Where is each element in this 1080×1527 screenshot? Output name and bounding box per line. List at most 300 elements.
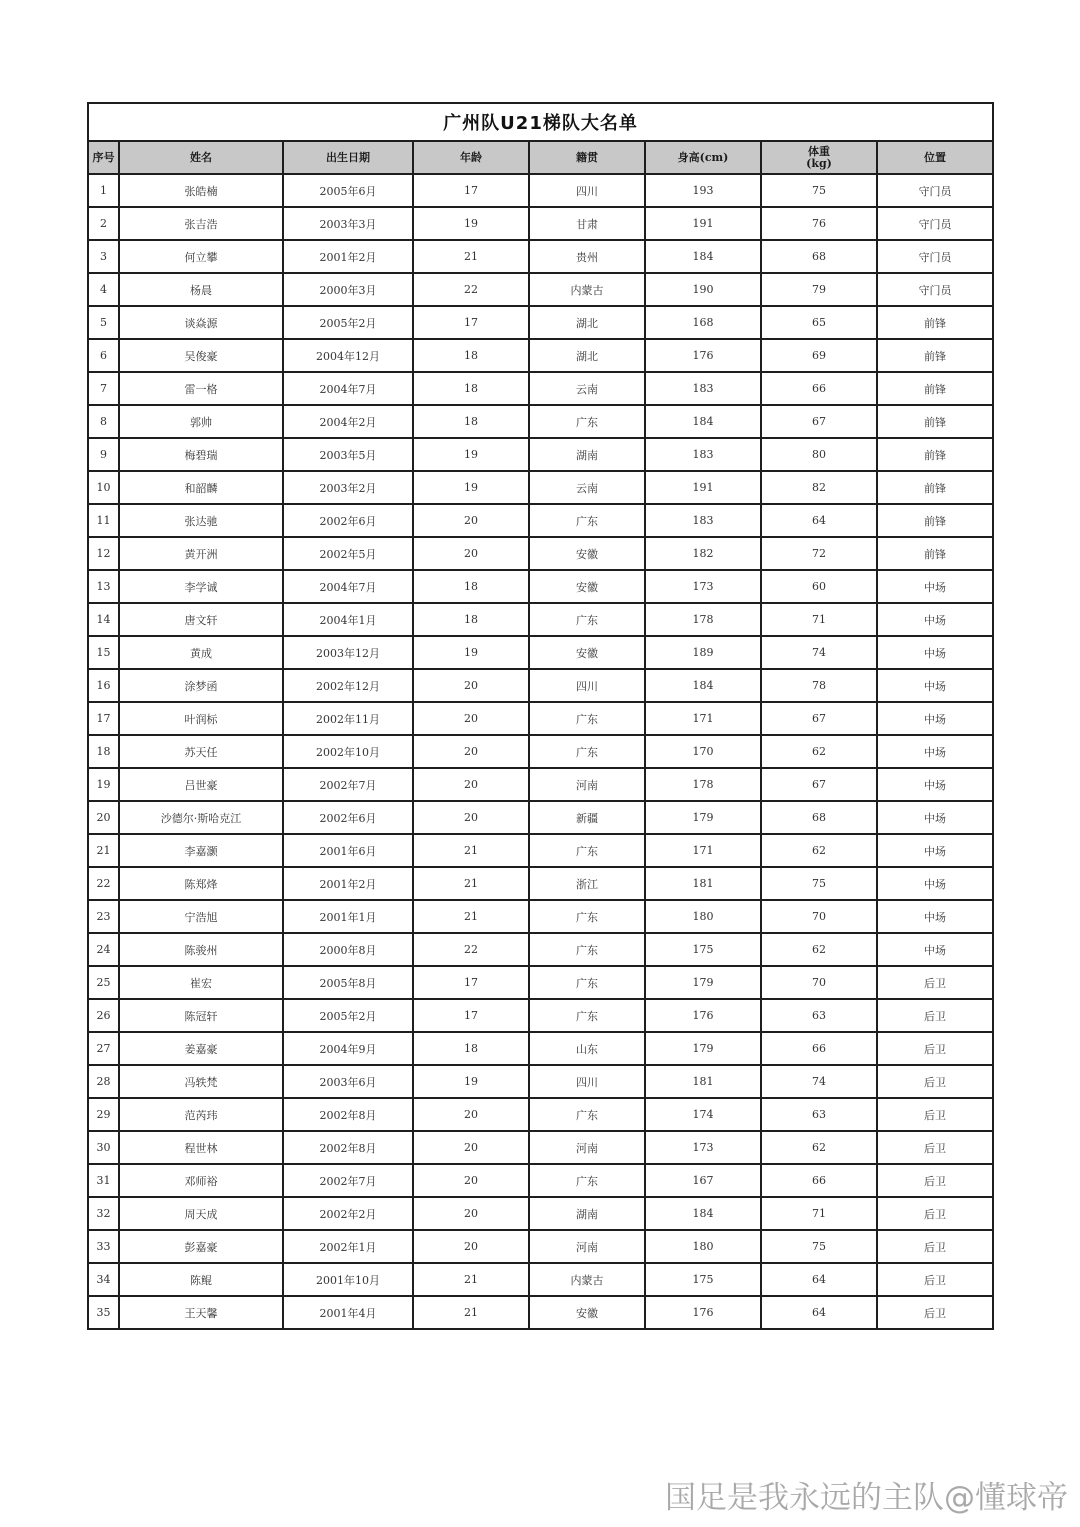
table-row [88, 405, 993, 438]
cell-weight: 60 [761, 570, 877, 603]
cell-position: 前锋 [877, 306, 993, 339]
cell-position: 中场 [877, 735, 993, 768]
cell-index: 18 [88, 735, 119, 768]
roster-table [87, 102, 994, 1330]
cell-weight: 63 [761, 999, 877, 1032]
cell-height: 184 [645, 240, 761, 273]
cell-weight: 67 [761, 768, 877, 801]
cell-age: 18 [413, 570, 529, 603]
table-row [88, 1230, 993, 1263]
table-row [88, 999, 993, 1032]
cell-position: 后卫 [877, 966, 993, 999]
cell-origin: 安徽 [529, 537, 645, 570]
cell-origin: 广东 [529, 966, 645, 999]
cell-origin: 内蒙古 [529, 273, 645, 306]
cell-position: 中场 [877, 801, 993, 834]
cell-age: 22 [413, 933, 529, 966]
cell-name: 谈焱源 [119, 306, 283, 339]
cell-weight: 67 [761, 702, 877, 735]
cell-index: 8 [88, 405, 119, 438]
cell-height: 176 [645, 1296, 761, 1329]
table-title: 广州队U21梯队大名单 [88, 103, 993, 141]
cell-age: 19 [413, 438, 529, 471]
cell-weight: 78 [761, 669, 877, 702]
cell-height: 176 [645, 999, 761, 1032]
roster-body [88, 174, 993, 1329]
cell-name: 梅碧瑞 [119, 438, 283, 471]
cell-position: 后卫 [877, 1065, 993, 1098]
cell-index: 11 [88, 504, 119, 537]
cell-position: 守门员 [877, 174, 993, 207]
cell-name: 郭帅 [119, 405, 283, 438]
cell-height: 167 [645, 1164, 761, 1197]
cell-weight: 62 [761, 735, 877, 768]
cell-birth: 2004年7月 [283, 570, 413, 603]
cell-birth: 2004年12月 [283, 339, 413, 372]
cell-index: 27 [88, 1032, 119, 1065]
cell-birth: 2005年6月 [283, 174, 413, 207]
cell-age: 20 [413, 1230, 529, 1263]
cell-name: 涂梦函 [119, 669, 283, 702]
cell-weight: 74 [761, 1065, 877, 1098]
cell-origin: 四川 [529, 174, 645, 207]
cell-age: 20 [413, 537, 529, 570]
cell-age: 21 [413, 1263, 529, 1296]
cell-height: 175 [645, 1263, 761, 1296]
cell-origin: 安徽 [529, 636, 645, 669]
cell-age: 20 [413, 669, 529, 702]
cell-age: 18 [413, 372, 529, 405]
cell-age: 22 [413, 273, 529, 306]
cell-name: 陈鲲 [119, 1263, 283, 1296]
cell-position: 后卫 [877, 1032, 993, 1065]
cell-index: 7 [88, 372, 119, 405]
cell-weight: 64 [761, 1296, 877, 1329]
cell-height: 171 [645, 702, 761, 735]
cell-index: 6 [88, 339, 119, 372]
cell-name: 何立攀 [119, 240, 283, 273]
cell-name: 姜嘉豪 [119, 1032, 283, 1065]
cell-age: 20 [413, 735, 529, 768]
cell-weight: 72 [761, 537, 877, 570]
table-row [88, 174, 993, 207]
cell-origin: 广东 [529, 999, 645, 1032]
cell-name: 唐文轩 [119, 603, 283, 636]
cell-origin: 广东 [529, 900, 645, 933]
cell-height: 181 [645, 867, 761, 900]
cell-birth: 2000年8月 [283, 933, 413, 966]
cell-birth: 2002年6月 [283, 801, 413, 834]
table-row [88, 372, 993, 405]
cell-index: 5 [88, 306, 119, 339]
cell-age: 18 [413, 405, 529, 438]
cell-index: 28 [88, 1065, 119, 1098]
cell-birth: 2004年1月 [283, 603, 413, 636]
header-height: 身高(cm) [645, 141, 761, 174]
cell-position: 中场 [877, 702, 993, 735]
table-row [88, 306, 993, 339]
cell-birth: 2002年1月 [283, 1230, 413, 1263]
cell-weight: 68 [761, 801, 877, 834]
cell-index: 20 [88, 801, 119, 834]
cell-index: 4 [88, 273, 119, 306]
cell-height: 174 [645, 1098, 761, 1131]
cell-origin: 安徽 [529, 1296, 645, 1329]
cell-height: 171 [645, 834, 761, 867]
table-row [88, 1065, 993, 1098]
table-row [88, 438, 993, 471]
header-weight [761, 141, 877, 174]
cell-position: 前锋 [877, 438, 993, 471]
cell-age: 19 [413, 1065, 529, 1098]
cell-weight: 66 [761, 372, 877, 405]
table-row [88, 1164, 993, 1197]
cell-name: 杨晨 [119, 273, 283, 306]
cell-height: 191 [645, 471, 761, 504]
cell-birth: 2002年12月 [283, 669, 413, 702]
cell-birth: 2004年7月 [283, 372, 413, 405]
cell-birth: 2003年6月 [283, 1065, 413, 1098]
cell-age: 19 [413, 636, 529, 669]
cell-index: 9 [88, 438, 119, 471]
cell-index: 21 [88, 834, 119, 867]
cell-birth: 2005年8月 [283, 966, 413, 999]
cell-weight: 65 [761, 306, 877, 339]
cell-index: 35 [88, 1296, 119, 1329]
cell-position: 中场 [877, 603, 993, 636]
cell-index: 10 [88, 471, 119, 504]
table-row [88, 603, 993, 636]
cell-birth: 2004年2月 [283, 405, 413, 438]
cell-birth: 2001年2月 [283, 867, 413, 900]
cell-height: 170 [645, 735, 761, 768]
table-row [88, 207, 993, 240]
cell-weight: 82 [761, 471, 877, 504]
cell-age: 20 [413, 1098, 529, 1131]
cell-position: 中场 [877, 570, 993, 603]
cell-name: 吕世豪 [119, 768, 283, 801]
cell-age: 18 [413, 339, 529, 372]
cell-age: 20 [413, 768, 529, 801]
cell-weight: 69 [761, 339, 877, 372]
cell-name: 程世林 [119, 1131, 283, 1164]
cell-name: 崔宏 [119, 966, 283, 999]
cell-origin: 湖北 [529, 339, 645, 372]
cell-position: 中场 [877, 636, 993, 669]
cell-origin: 四川 [529, 1065, 645, 1098]
cell-height: 183 [645, 438, 761, 471]
cell-height: 173 [645, 570, 761, 603]
cell-birth: 2000年3月 [283, 273, 413, 306]
table-row [88, 669, 993, 702]
cell-position: 后卫 [877, 1131, 993, 1164]
cell-index: 2 [88, 207, 119, 240]
cell-age: 18 [413, 1032, 529, 1065]
cell-index: 16 [88, 669, 119, 702]
cell-weight: 70 [761, 966, 877, 999]
cell-name: 冯轶梵 [119, 1065, 283, 1098]
cell-name: 陈郑烽 [119, 867, 283, 900]
table-row [88, 240, 993, 273]
cell-height: 184 [645, 405, 761, 438]
cell-name: 陈冠轩 [119, 999, 283, 1032]
cell-height: 191 [645, 207, 761, 240]
cell-name: 范芮玮 [119, 1098, 283, 1131]
header-age: 年龄 [413, 141, 529, 174]
cell-birth: 2002年6月 [283, 504, 413, 537]
cell-age: 17 [413, 966, 529, 999]
cell-index: 34 [88, 1263, 119, 1296]
cell-position: 后卫 [877, 1263, 993, 1296]
cell-height: 189 [645, 636, 761, 669]
cell-name: 李学诚 [119, 570, 283, 603]
cell-position: 前锋 [877, 471, 993, 504]
cell-weight: 66 [761, 1032, 877, 1065]
cell-index: 23 [88, 900, 119, 933]
cell-position: 中场 [877, 834, 993, 867]
cell-name: 黄成 [119, 636, 283, 669]
table-row [88, 900, 993, 933]
cell-index: 1 [88, 174, 119, 207]
table-row [88, 273, 993, 306]
cell-name: 宁浩旭 [119, 900, 283, 933]
cell-origin: 广东 [529, 834, 645, 867]
cell-name: 彭嘉豪 [119, 1230, 283, 1263]
cell-weight: 74 [761, 636, 877, 669]
cell-index: 3 [88, 240, 119, 273]
cell-height: 184 [645, 1197, 761, 1230]
cell-weight: 68 [761, 240, 877, 273]
table-row [88, 537, 993, 570]
cell-age: 21 [413, 900, 529, 933]
cell-origin: 河南 [529, 768, 645, 801]
cell-birth: 2002年7月 [283, 1164, 413, 1197]
header-index: 序号 [88, 141, 119, 174]
cell-name: 张吉浩 [119, 207, 283, 240]
cell-position: 后卫 [877, 999, 993, 1032]
cell-weight: 64 [761, 1263, 877, 1296]
cell-origin: 内蒙古 [529, 1263, 645, 1296]
cell-birth: 2003年3月 [283, 207, 413, 240]
cell-age: 20 [413, 801, 529, 834]
cell-age: 21 [413, 240, 529, 273]
cell-index: 31 [88, 1164, 119, 1197]
cell-height: 179 [645, 801, 761, 834]
table-row [88, 933, 993, 966]
cell-position: 中场 [877, 900, 993, 933]
table-row [88, 1131, 993, 1164]
cell-age: 18 [413, 603, 529, 636]
cell-weight: 75 [761, 867, 877, 900]
cell-birth: 2003年2月 [283, 471, 413, 504]
cell-index: 22 [88, 867, 119, 900]
cell-height: 176 [645, 339, 761, 372]
cell-position: 中场 [877, 867, 993, 900]
cell-weight: 71 [761, 1197, 877, 1230]
cell-birth: 2005年2月 [283, 999, 413, 1032]
cell-index: 32 [88, 1197, 119, 1230]
cell-birth: 2002年11月 [283, 702, 413, 735]
table-row [88, 339, 993, 372]
cell-name: 雷一格 [119, 372, 283, 405]
table-row [88, 966, 993, 999]
watermark: 国足是我永远的主队@懂球帝 [665, 1480, 1068, 1516]
cell-position: 中场 [877, 933, 993, 966]
cell-origin: 贵州 [529, 240, 645, 273]
header-weight-label: 体重 [808, 144, 830, 158]
cell-position: 后卫 [877, 1230, 993, 1263]
cell-height: 193 [645, 174, 761, 207]
cell-origin: 广东 [529, 504, 645, 537]
cell-origin: 河南 [529, 1230, 645, 1263]
cell-origin: 广东 [529, 702, 645, 735]
cell-name: 沙德尔·斯哈克江 [119, 801, 283, 834]
cell-birth: 2001年1月 [283, 900, 413, 933]
cell-name: 王天馨 [119, 1296, 283, 1329]
cell-position: 前锋 [877, 339, 993, 372]
cell-age: 21 [413, 834, 529, 867]
cell-weight: 67 [761, 405, 877, 438]
cell-age: 21 [413, 1296, 529, 1329]
cell-height: 180 [645, 900, 761, 933]
cell-weight: 80 [761, 438, 877, 471]
cell-index: 13 [88, 570, 119, 603]
cell-age: 19 [413, 207, 529, 240]
cell-height: 178 [645, 603, 761, 636]
table-row [88, 636, 993, 669]
table-row [88, 504, 993, 537]
cell-origin: 山东 [529, 1032, 645, 1065]
cell-weight: 76 [761, 207, 877, 240]
cell-name: 周天成 [119, 1197, 283, 1230]
header-weight-unit: (kg) [806, 156, 832, 170]
cell-origin: 广东 [529, 405, 645, 438]
cell-name: 李嘉灏 [119, 834, 283, 867]
cell-age: 17 [413, 174, 529, 207]
cell-height: 178 [645, 768, 761, 801]
cell-height: 179 [645, 966, 761, 999]
cell-origin: 安徽 [529, 570, 645, 603]
cell-weight: 63 [761, 1098, 877, 1131]
cell-origin: 四川 [529, 669, 645, 702]
table-row [88, 834, 993, 867]
table-row [88, 1296, 993, 1329]
table-row [88, 1263, 993, 1296]
cell-birth: 2004年9月 [283, 1032, 413, 1065]
cell-position: 守门员 [877, 240, 993, 273]
cell-weight: 62 [761, 1131, 877, 1164]
cell-name: 张皓楠 [119, 174, 283, 207]
cell-height: 175 [645, 933, 761, 966]
cell-origin: 湖南 [529, 438, 645, 471]
cell-position: 后卫 [877, 1296, 993, 1329]
cell-age: 17 [413, 306, 529, 339]
cell-birth: 2002年7月 [283, 768, 413, 801]
table-row [88, 471, 993, 504]
cell-age: 20 [413, 1131, 529, 1164]
cell-index: 24 [88, 933, 119, 966]
cell-index: 26 [88, 999, 119, 1032]
cell-name: 吴俊豪 [119, 339, 283, 372]
cell-index: 30 [88, 1131, 119, 1164]
cell-position: 前锋 [877, 405, 993, 438]
cell-birth: 2002年2月 [283, 1197, 413, 1230]
cell-origin: 云南 [529, 471, 645, 504]
cell-position: 前锋 [877, 537, 993, 570]
table-row [88, 702, 993, 735]
cell-age: 20 [413, 1164, 529, 1197]
cell-birth: 2003年12月 [283, 636, 413, 669]
cell-weight: 75 [761, 1230, 877, 1263]
cell-birth: 2003年5月 [283, 438, 413, 471]
cell-weight: 75 [761, 174, 877, 207]
cell-origin: 河南 [529, 1131, 645, 1164]
cell-birth: 2001年2月 [283, 240, 413, 273]
header-birth: 出生日期 [283, 141, 413, 174]
cell-height: 173 [645, 1131, 761, 1164]
cell-position: 中场 [877, 669, 993, 702]
cell-name: 和韶麟 [119, 471, 283, 504]
cell-index: 33 [88, 1230, 119, 1263]
cell-age: 20 [413, 1197, 529, 1230]
cell-height: 168 [645, 306, 761, 339]
cell-birth: 2002年8月 [283, 1098, 413, 1131]
cell-position: 后卫 [877, 1197, 993, 1230]
cell-position: 守门员 [877, 273, 993, 306]
cell-name: 叶润标 [119, 702, 283, 735]
header-row [88, 141, 993, 174]
cell-height: 180 [645, 1230, 761, 1263]
table-row [88, 801, 993, 834]
cell-index: 12 [88, 537, 119, 570]
cell-name: 陈骏州 [119, 933, 283, 966]
cell-position: 后卫 [877, 1164, 993, 1197]
cell-age: 20 [413, 504, 529, 537]
cell-origin: 广东 [529, 735, 645, 768]
table-row [88, 1197, 993, 1230]
cell-birth: 2001年6月 [283, 834, 413, 867]
cell-weight: 66 [761, 1164, 877, 1197]
cell-origin: 广东 [529, 603, 645, 636]
cell-weight: 79 [761, 273, 877, 306]
header-origin: 籍贯 [529, 141, 645, 174]
cell-birth: 2001年10月 [283, 1263, 413, 1296]
cell-birth: 2002年8月 [283, 1131, 413, 1164]
table-row [88, 867, 993, 900]
cell-origin: 湖南 [529, 1197, 645, 1230]
cell-age: 17 [413, 999, 529, 1032]
cell-weight: 70 [761, 900, 877, 933]
cell-age: 19 [413, 471, 529, 504]
cell-height: 190 [645, 273, 761, 306]
cell-birth: 2001年4月 [283, 1296, 413, 1329]
cell-index: 15 [88, 636, 119, 669]
cell-origin: 广东 [529, 1098, 645, 1131]
cell-age: 20 [413, 702, 529, 735]
cell-height: 183 [645, 504, 761, 537]
cell-height: 181 [645, 1065, 761, 1098]
header-name: 姓名 [119, 141, 283, 174]
cell-position: 后卫 [877, 1098, 993, 1131]
table-row [88, 570, 993, 603]
cell-origin: 甘肃 [529, 207, 645, 240]
cell-weight: 64 [761, 504, 877, 537]
table-row [88, 768, 993, 801]
cell-origin: 新疆 [529, 801, 645, 834]
cell-origin: 广东 [529, 1164, 645, 1197]
cell-origin: 浙江 [529, 867, 645, 900]
cell-height: 182 [645, 537, 761, 570]
